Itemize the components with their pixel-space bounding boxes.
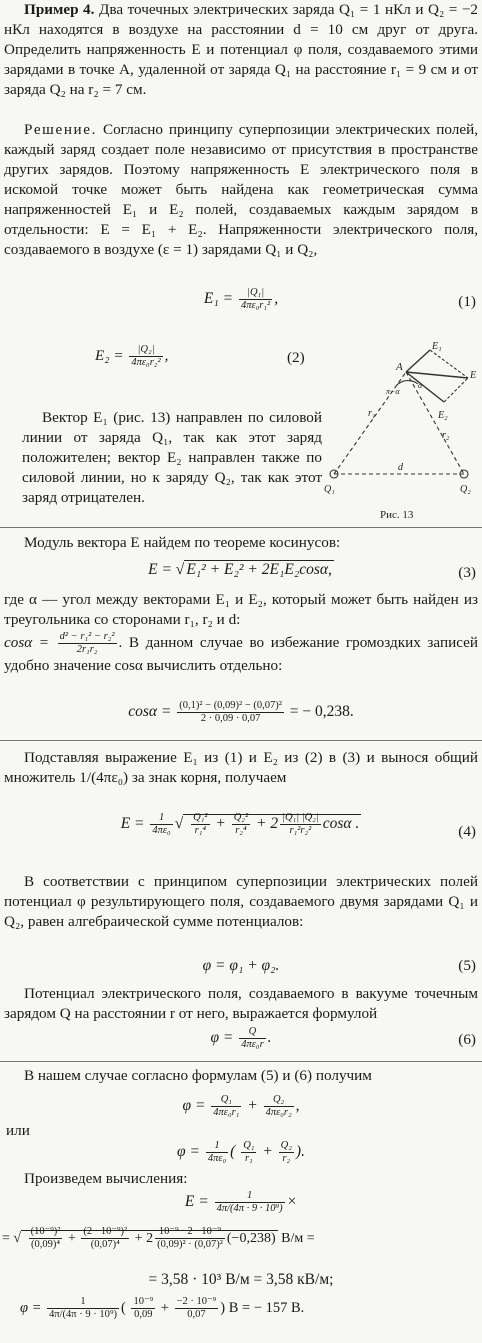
equation-3-number: (3): [458, 564, 476, 581]
fraction: $\frac{\text{d² − r₁² − r₂²}}{\text{2r₁r₂}}$: [59, 631, 115, 656]
vector-E: [406, 372, 468, 378]
equation-2-number: (2): [287, 349, 305, 366]
label-r1: r₁: [368, 408, 376, 419]
point-charge-text: Потенциал электрического поля, создаваемого в вакууме точечным зарядом Q на расстоянии r от него, выражается формулой: [4, 985, 478, 1023]
fraction: $\frac{\text{10⁻⁹}}{0,09}$: [133, 1296, 154, 1321]
fraction: $\frac{Q}{\text{4πε₀r}}$: [241, 1026, 264, 1051]
label-A: A: [396, 361, 403, 373]
fraction: $\frac{\text{Q₁}}{\text{r₁}}$: [243, 1140, 255, 1165]
label-E1: E₁: [432, 341, 442, 352]
figure-caption: Рис. 13: [380, 509, 414, 521]
line-r2: [406, 372, 464, 474]
solution-block: [4, 120, 478, 260]
label-Q2: Q₂: [460, 484, 471, 495]
fraction: $\frac{\text{|Q₁|}}{\text{4πε₀r₁²}}$: [241, 287, 271, 312]
fraction: $\frac{\text{Q₂}}{\text{4πε₀r₂}}$: [265, 1094, 292, 1119]
fraction: $\frac{\text{10⁻⁹ · 2 · 10⁻⁹}}{\text{(0,09)² · (0,07)²}}$: [157, 1226, 223, 1251]
equation-8: φ = $\frac{1}{\text{4πε₀}}$ ( $\frac{\text{Q₁}}{\text{r₁}}$ + $\frac{\text{Q₂}}{\text{r₂}}$ ).: [177, 1140, 305, 1165]
our-case-text: В нашем случае согласно формулам (5) и (6) получим: [24, 1067, 372, 1084]
or-text: или: [6, 1122, 30, 1139]
fraction: $\frac{\text{−2 · 10⁻⁹}}{0,07}$: [176, 1296, 217, 1321]
calc-E-line-2: = √ $\frac{\text{(10⁻⁹)²}}{\text{(0,09)⁴}}$ + $\frac{\text{(2 · 10⁻⁹)²}}{\text{(0,07)⁴}}$ + 2 $\frac{\text{10⁻⁹ · 2 · 10⁻⁹}}{\text{(0,09)² · (0,07)²}}$ (−0,238) В/м =: [2, 1226, 315, 1251]
label-E: E: [470, 370, 477, 381]
equation-6-number: (6): [458, 1031, 476, 1048]
cos-alpha-value: cosα = $\frac{\text{(0,1)² − (0,09)² − (0,07)²}}{2 \cdot 0,09 \cdot 0,07}$ = − 0,238.: [128, 700, 354, 725]
equation-7: φ = $\frac{\text{Q₁}}{\text{4πε₀r₁}}$ + $\frac{\text{Q₂}}{\text{4πε₀r₂}}$ ,: [182, 1094, 300, 1119]
fraction: $\frac{\text{Q₂²}}{\text{r₂⁴}}$: [233, 812, 249, 837]
equation-2: E₂ = $\frac{\text{|Q₂|}}{\text{4πε₀r₂²}}$ ,: [95, 344, 169, 369]
problem-text: Два точечных электрических заряда Q₁ = 1 нКл и Q₂ = −2 нКл находятся в воздухе на расстоянии d = 10 см друг от друга. Определить напряженность E и потенциал φ поля, создаваемого этими зарядами в точке A, удаленной от заряда Q₁ на расстояние r₁ = 9 см и от заряда Q₂ на r₂ = 7 см.: [4, 1, 479, 99]
cosine-theorem-text: Модуль вектора E найдем по теореме косинусов:: [24, 534, 341, 551]
fraction: $\frac{\text{(2 · 10⁻⁹)²}}{\text{(0,07)⁴}}$: [83, 1226, 128, 1251]
fraction: $\frac{\text{(10⁻⁹)²}}{\text{(0,09)⁴}}$: [30, 1226, 61, 1251]
alpha-text: где α — угол между векторами E₁ и E₂, который может быть найден из треугольника со сторонами r₁, r₂ и d: cosα = $\frac{\text{d² − r₁² − r₂²}}{\text{2r₁r₂}}$ . В данном случае во избежание громоздких записей удобно значение cosα вычислить отдельно:: [4, 591, 478, 675]
parallelogram-side-1: [430, 350, 468, 378]
label-r2: r₂: [442, 430, 450, 441]
label-d: d: [398, 462, 403, 473]
problem-title: Пример 4.: [24, 1, 95, 18]
equation-3: E = √ E₁² + E₂² + 2E₁E₂cosα,: [148, 561, 332, 578]
fraction: $\frac{\text{|Q₁| |Q₂|}}{\text{r₁²r₂²}}$: [282, 812, 319, 837]
fraction: $\frac{\text{Q₂}}{\text{r₂}}$: [280, 1140, 292, 1165]
divider: [0, 1061, 482, 1062]
calc-E-line-1: E = $\frac{1}{\text{4π/(4π · 9 · 10⁹)}}$ ×: [184, 1190, 298, 1215]
equation-1-number: (1): [458, 293, 476, 310]
superposition-potential-text: В соответствии с принципом суперпозиции электрических полей потенциал φ результирующего поля, создаваемого двумя зарядами Q₁ и Q₂, равен алгебраической сумме потенциалов:: [4, 873, 478, 931]
figure-13: [320, 340, 480, 530]
solution-heading: Решение.: [24, 121, 98, 138]
divider: [0, 527, 482, 528]
vector-E1: [406, 350, 430, 372]
equation-6: φ = $\frac{Q}{\text{4πε₀r}}$ .: [210, 1026, 272, 1051]
substitution-text: Подставляя выражение E₁ из (1) и E₂ из (2) в (3) и вынося общий множитель 1/(4πε₀) за знак корня, получаем: [4, 749, 478, 787]
equation-5-number: (5): [458, 957, 476, 974]
fraction: $\frac{\text{|Q₂|}}{\text{4πε₀r₂²}}$: [131, 344, 161, 369]
fraction: $\frac{1}{\text{4π/(4π · 9 · 10⁹)}}$: [216, 1190, 283, 1215]
label-alpha: α: [418, 381, 423, 390]
label-E2: E₂: [438, 410, 448, 421]
solution-text: Согласно принципу суперпозиции электрических полей, каждый заряд создает поле независимо от присутствия в пространстве других зарядов. Поэтому напряженность E электрического поля в искомой точке может быть найдена как геометрическая сумма напряженностей E₁ и E₂ полей, создаваемых каждым зарядом в отдельности: E = E₁ + E₂. Напряженности электрического поля, создаваемого в воздухе (ε = 1) зарядами Q₁ и Q₂,: [4, 121, 478, 259]
vector-E2: [406, 372, 444, 402]
divider: [0, 740, 482, 741]
fraction: $\frac{\text{(0,1)² − (0,09)² − (0,07)²}}{2 \cdot 0,09 \cdot 0,07}$: [179, 700, 282, 725]
fraction: $\frac{\text{Q₁²}}{\text{r₁⁴}}$: [193, 812, 208, 837]
equation-5: φ = φ₁ + φ₂.: [202, 957, 280, 974]
fraction: $\frac{1}{\text{4πε₀}}$: [152, 812, 171, 837]
label-pi-minus-alpha: π−α: [386, 387, 400, 396]
equation-4-number: (4): [458, 823, 476, 840]
equation-4: E = $\frac{1}{\text{4πε₀}}$ √ $\frac{\text{Q₁²}}{\text{r₁⁴}}$ + $\frac{\text{Q₂²}}{\text{r₂⁴}}$ + 2 $\frac{\text{|Q₁| |Q₂|}}{\text{r₁²r₂²}}$ cosα .: [120, 812, 360, 837]
fraction: $\frac{1}{\text{4π/(4π · 9 · 10⁹)}}$: [49, 1296, 117, 1321]
calc-phi: φ = $\frac{1}{\text{4π/(4π · 9 · 10⁹)}}$ ( $\frac{\text{10⁻⁹}}{0,09}$ + $\frac{\text{−2 · 10⁻⁹}}{0,07}$ ) В = − 157 В.: [20, 1296, 305, 1321]
parallelogram-side-2: [444, 378, 468, 402]
equation-1: E₁ = $\frac{\text{|Q₁|}}{\text{4πε₀r₁²}}$ ,: [203, 287, 279, 312]
problem-block: [4, 0, 478, 100]
calc-E-result: = 3,58 · 10³ В/м = 3,58 кВ/м;: [148, 1271, 334, 1288]
label-Q1: Q₁: [324, 484, 335, 495]
compute-text: Произведем вычисления:: [24, 1170, 188, 1187]
vector-direction-text: Вектор E₁ (рис. 13) направлен по силовой линии от заряда Q₁, так как этот заряд положителен; вектор E₂ направлен также по силовой линии, но к заряду Q₂, так как этот заряд отрицателен.: [22, 409, 322, 507]
fraction: $\frac{1}{\text{4πε₀}}$: [207, 1140, 227, 1165]
fraction: $\frac{\text{Q₁}}{\text{4πε₀r₁}}$: [213, 1094, 240, 1119]
